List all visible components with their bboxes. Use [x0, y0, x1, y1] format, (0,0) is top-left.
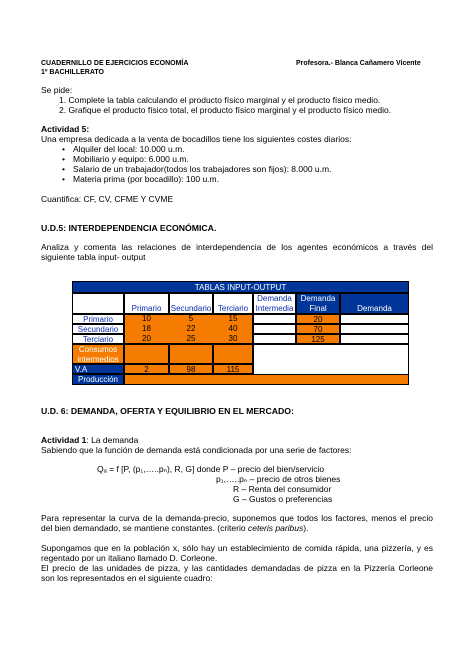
- table-cell: 22: [186, 324, 196, 333]
- para1-line-1: Para representar la curva de la demanda-precio, suponemos que todos los factores, menos el precio: [41, 513, 433, 523]
- bullet-icon: •: [62, 154, 65, 164]
- row-label-primario: Primario: [72, 314, 124, 324]
- table-cell-empty: [253, 344, 409, 377]
- col-header-demanda-final: [296, 293, 340, 314]
- table-cell-final: 20: [296, 314, 340, 324]
- col-header-demanda: Demanda: [340, 293, 409, 314]
- table-cell-empty: [124, 344, 169, 364]
- table-cell: 10: [142, 314, 151, 323]
- table-cell-empty: [253, 314, 296, 324]
- se-pide-label: Se pide:: [41, 85, 73, 95]
- table-cell-va: 115: [213, 364, 253, 374]
- para2-line-2: regentado por un italiano llamado D. Corleone.: [41, 553, 218, 563]
- ud5-line-2: siguiente tabla input- output: [41, 252, 146, 262]
- ud6-intro: Sabiendo que la función de demanda está condicionada por una serie de factores:: [41, 445, 352, 455]
- actividad5-intro: Una empresa dedicada a la venta de bocadillos tiene los siguientes costes diarios:: [41, 134, 352, 144]
- header-course: CUADERNILLO DE EJERCICIOS ECONOMÍA: [41, 60, 189, 67]
- actividad5-cuantifica: Cuantifica: CF, CV, CFME Y CVME: [41, 194, 174, 204]
- table-cell-empty: [253, 324, 296, 334]
- header-teacher: Profesora.- Blanca Cañamero Vicente: [296, 60, 421, 67]
- para1-line-2-text: del bien demandado, se mantiene constantes. (criterio: [41, 523, 248, 533]
- bullet-icon: •: [62, 164, 65, 174]
- row-label-secundario: Secundario: [72, 324, 124, 334]
- ud5-line-1: Analiza y comenta las relaciones de interdependencia de los agentes económicos a través del: [41, 242, 433, 252]
- para2-line-1: Supongamos que en la población x, sólo hay un establecimiento de comida rápida, una pizzería, y es: [41, 543, 433, 553]
- table-title: TABLAS INPUT-OUTPUT: [72, 281, 409, 293]
- consumos-line2: intermedios: [77, 355, 119, 364]
- table-cell-empty: [213, 344, 253, 364]
- table-cell-va: 98: [169, 364, 213, 374]
- demanda-intermedia-line1: Demanda: [257, 294, 292, 303]
- actividad5-bullet-1: Alquiler del local: 10.000 u.m.: [73, 144, 185, 154]
- table-cell-empty: [340, 314, 409, 324]
- bullet-icon: •: [62, 174, 65, 184]
- ud6-title: U.D. 6: DEMANDA, OFERTA Y EQUILIBRIO EN EL MERCADO:: [41, 406, 294, 416]
- actividad5-title: Actividad 5:: [41, 124, 90, 134]
- para1-line-2: [41, 523, 308, 534]
- header-level: 1º BACHILLERATO: [41, 69, 104, 76]
- table-cell-va: 2: [124, 364, 169, 374]
- input-output-table: [72, 281, 409, 387]
- table-cell-empty: [340, 324, 409, 334]
- formula-line-3: R – Renta del consumidor: [233, 484, 332, 494]
- se-pide-item-1: 1. Complete la tabla calculando el producto físico marginal y el producto físico medio.: [59, 95, 381, 105]
- actividad5-bullet-2: Mobiliario y equipo: 6.000 u.m.: [73, 154, 189, 164]
- actividad5-bullet-4: Materia prima (por bocadillo): 100 u.m.: [73, 174, 219, 184]
- col-header-secundario: Secundario: [169, 293, 213, 314]
- consumos-line1: Consumos: [78, 345, 118, 354]
- table-corner: [72, 293, 124, 314]
- table-cell: 30: [228, 334, 238, 343]
- col-header-demanda-intermedia: [253, 293, 296, 314]
- row-label-va: V.A: [72, 364, 124, 374]
- ud5-title: U.D.5: INTERDEPENDENCIA ECONÓMICA.: [41, 223, 217, 233]
- ud6-actividad1-rest: : La demanda: [86, 435, 139, 445]
- formula-line-2: p₁,…..pₙ – precio de otros bienes: [216, 474, 341, 484]
- bullet-icon: •: [62, 144, 65, 154]
- para1-italic: ceteris paribus: [247, 523, 304, 533]
- produccion-bar: [124, 374, 409, 385]
- col-header-terciario: Terciario: [213, 293, 253, 314]
- table-cell-empty: [169, 344, 213, 364]
- table-cell-final: 125: [296, 334, 340, 344]
- actividad5-bullet-3: Salario de un trabajador(todos los trabajadores son fijos): 8.000 u.m.: [73, 164, 332, 174]
- para2-line-4: son los representados en el siguiente cuadro:: [41, 573, 213, 583]
- row-label-produccion: Producción: [72, 374, 124, 385]
- se-pide-item-2: 2. Grafique el producto físico total, el producto físico marginal y el producto físico medio.: [59, 105, 392, 115]
- table-cell: 15: [228, 314, 238, 323]
- row-label-consumos: [72, 344, 124, 364]
- table-cell: 25: [186, 334, 196, 343]
- table-cell-final: 70: [296, 324, 340, 334]
- ud6-actividad1-bold: Actividad 1: [41, 435, 87, 445]
- table-cell: 18: [142, 324, 151, 333]
- col-header-primario: Primario: [124, 293, 169, 314]
- para1-end: ).: [303, 523, 309, 533]
- demanda-final-line1: Demanda: [300, 294, 336, 303]
- table-cell-empty: [253, 334, 296, 344]
- para2-line-3: El precio de las unidades de pizza, y las cantidades demandadas de pizza en la Pizzería Corleone: [41, 563, 433, 573]
- demanda-intermedia-line2: Intermedia: [255, 304, 294, 313]
- table-cell: 20: [142, 334, 151, 343]
- demanda-final-line2: Final: [309, 304, 327, 313]
- formula-line-1: Qₐ = f [P, (p₁,…..pₙ), R, G] donde P – precio del bien/servicio: [97, 464, 325, 474]
- table-cell: 5: [188, 314, 194, 323]
- table-cell: 40: [228, 324, 238, 333]
- row-label-terciario: Terciario: [72, 334, 124, 344]
- ud6-actividad1: [41, 435, 138, 446]
- table-cell-empty: [340, 334, 409, 344]
- formula-line-4: G – Gustos o preferencias: [233, 494, 333, 504]
